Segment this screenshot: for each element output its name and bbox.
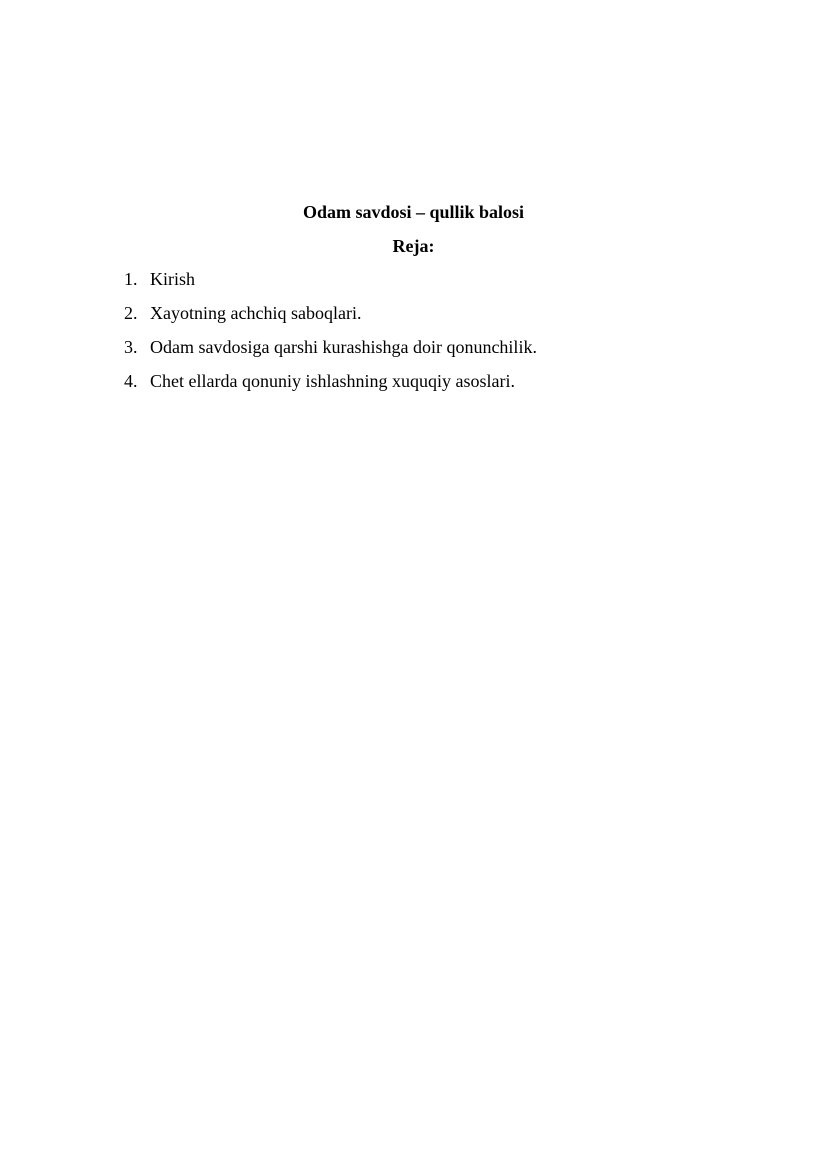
plan-item-text: Kirish [150,269,195,289]
plan-item-number: 1. [124,269,138,289]
plan-item-number: 2. [124,303,138,323]
plan-item-4 [124,368,537,402]
plan-list [124,266,537,402]
plan-item-number: 4. [124,371,138,391]
plan-item-1 [124,266,537,300]
plan-heading: Reja: [392,236,435,256]
plan-item-2 [124,300,537,334]
plan-item-text: Odam savdosiga qarshi kurashishga doir qonunchilik. [150,337,537,357]
document-title: Odam savdosi – qullik balosi [302,202,525,222]
plan-item-number: 3. [124,337,138,357]
plan-item-text: Xayotning achchiq saboqlari. [150,303,362,323]
plan-item-3 [124,334,537,368]
plan-item-text: Chet ellarda qonuniy ishlashning xuquqiy asoslari. [150,371,515,391]
